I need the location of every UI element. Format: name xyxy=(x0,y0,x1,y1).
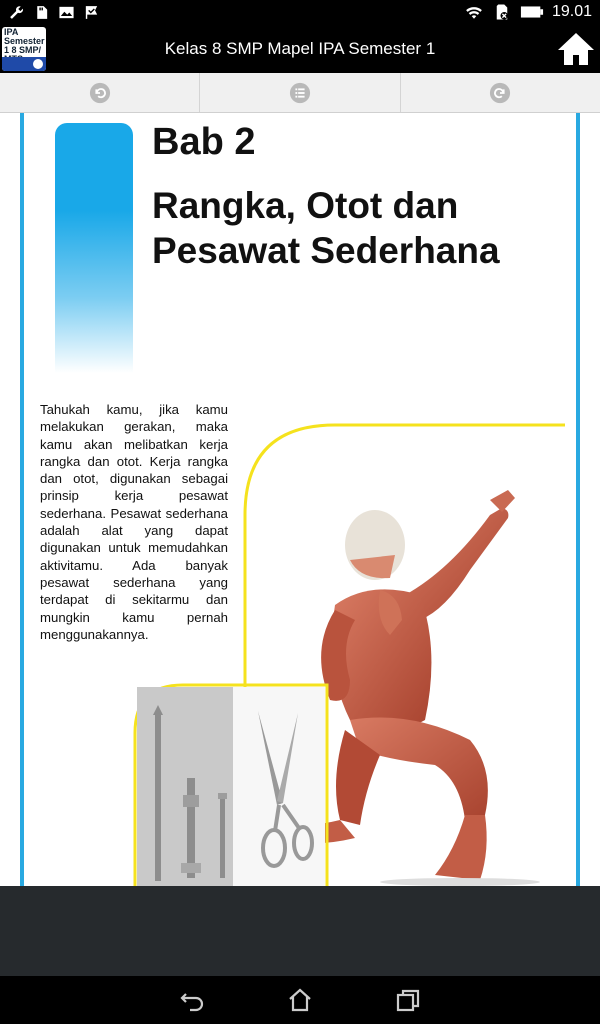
nav-home-icon[interactable] xyxy=(286,986,314,1014)
next-page-button[interactable] xyxy=(401,73,600,112)
wrench-icon xyxy=(8,4,25,21)
app-icon-circle xyxy=(33,59,43,69)
battery-icon xyxy=(520,4,544,20)
page-border-left xyxy=(20,113,24,886)
nav-back-icon[interactable] xyxy=(178,986,206,1014)
tools-inset-illustration xyxy=(133,683,329,886)
image-icon xyxy=(58,4,75,21)
chapter-title: Rangka, Otot dan Pesawat Sederhana xyxy=(152,185,500,271)
clock: 19.01 xyxy=(551,3,592,20)
previous-page-button[interactable] xyxy=(0,73,200,112)
empty-area xyxy=(0,886,600,976)
wifi-icon xyxy=(464,3,484,21)
back-arrow-icon xyxy=(89,82,111,104)
page-border-right xyxy=(576,113,580,886)
nav-recents-icon[interactable] xyxy=(394,986,422,1014)
notification-icons xyxy=(8,4,100,21)
toolbar xyxy=(0,73,600,113)
sim-off-icon xyxy=(492,3,512,21)
home-button[interactable] xyxy=(556,29,596,69)
chapter-accent-bar xyxy=(55,123,133,373)
navigation-bar xyxy=(0,976,600,1024)
app-icon-text: IPA Semester 1 8 SMP/ xyxy=(4,27,45,55)
checkmark-flag-icon xyxy=(83,4,100,21)
forward-arrow-icon xyxy=(489,82,511,104)
home-icon xyxy=(556,29,596,69)
intro-paragraph: Tahukah kamu, jika kamu melakukan gerakan, maka kamu akan melibatkan kerja rangka dan otot. Kerja rangka dan otot, digunakan sebagai prinsip kerja pesawat sederhana. Pesawat sederhana adalah alat yang dapat digunakan untuk memudahkan aktivitamu. Ada banyak pesawat sederhana yang terdapat di sekitarmu dan mungkin kamu pernah menggunakannya. xyxy=(40,402,228,642)
chapter-number: Bab 2 xyxy=(152,121,256,163)
sd-card-icon xyxy=(33,4,50,21)
system-icons xyxy=(464,3,592,21)
app-title: Kelas 8 SMP Mapel IPA Semester 1 xyxy=(164,39,436,58)
app-header xyxy=(0,25,600,73)
book-page[interactable] xyxy=(0,113,600,886)
status-bar xyxy=(0,0,600,25)
list-icon xyxy=(289,82,311,104)
table-of-contents-button[interactable] xyxy=(200,73,400,112)
